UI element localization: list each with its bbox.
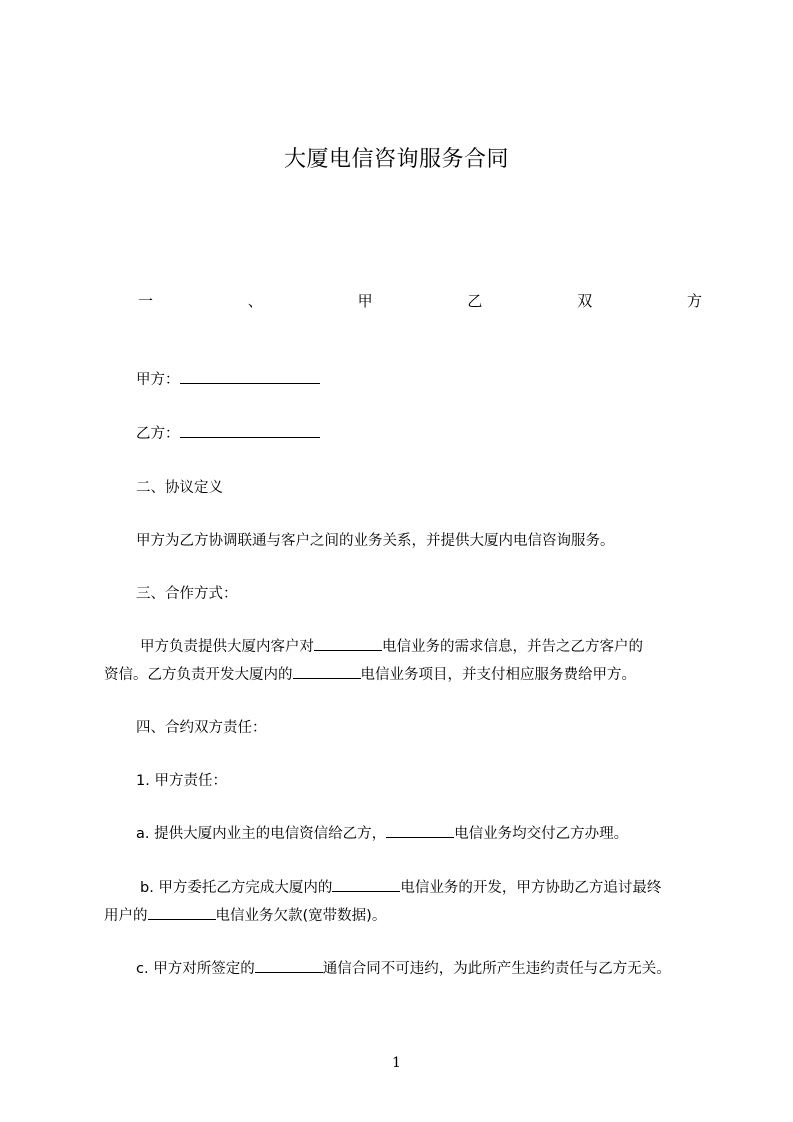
fill-blank[interactable]: [148, 905, 216, 920]
party-a-blank[interactable]: [180, 369, 320, 384]
item-b-text: 用户的: [104, 908, 148, 924]
item-a-text: 电信业务均交付乙方办理。: [454, 826, 629, 842]
item-b-text: b. 甲方委托乙方完成大厦内的: [140, 880, 333, 896]
section1-char: 甲: [357, 292, 373, 310]
item1-heading: 1. 甲方责任：: [136, 773, 227, 789]
party-a-line: [136, 366, 320, 394]
section2-text: 甲方为乙方协调联通与客户之间的业务关系，并提供大厦内电信咨询服务。: [136, 533, 615, 549]
page-number: 1: [392, 1055, 401, 1071]
section3-text: 甲方负责提供大厦内客户对: [140, 639, 314, 655]
item-a-text: a. 提供大厦内业主的电信资信给乙方，: [136, 826, 387, 842]
item-b-line-2: [104, 902, 708, 930]
item-b: [104, 874, 708, 930]
section3-heading: 三、合作方式：: [136, 586, 238, 602]
document-title: 大厦电信咨询服务合同: [283, 147, 509, 172]
fill-blank[interactable]: [314, 636, 382, 651]
item-b-line-1: [104, 874, 708, 902]
party-b-label: 乙方：: [136, 426, 180, 442]
item-c-text: 通信合同不可违约，为此所产生违约责任与乙方无关。: [322, 961, 671, 977]
item-b-text: 电信业务的开发，甲方协助乙方追讨最终: [400, 880, 662, 896]
party-a-label: 甲方：: [136, 372, 180, 388]
fill-blank[interactable]: [255, 958, 323, 973]
section3-line-2: [104, 661, 708, 689]
section1-heading: [138, 290, 702, 311]
party-b-blank[interactable]: [180, 423, 320, 438]
section3-text: 资信。乙方负责开发大厦内的: [104, 667, 293, 683]
section3-line-1: [104, 633, 708, 661]
section1-char: 一: [138, 292, 154, 310]
section1-char: 乙: [467, 292, 483, 310]
section1-char: 、: [247, 292, 263, 310]
section3-paragraph: [104, 633, 708, 689]
party-b-line: [136, 420, 320, 448]
item-c-text: c. 甲方对所签定的: [136, 961, 255, 977]
item-b-text: 电信业务欠款(宽带数据)。: [215, 908, 387, 924]
item-a: [136, 820, 628, 848]
section3-text: 电信业务项目，并支付相应服务费给甲方。: [360, 667, 636, 683]
fill-blank[interactable]: [332, 877, 400, 892]
section4-heading: 四、合约双方责任：: [136, 720, 267, 736]
item-c: [136, 955, 671, 983]
section1-char: 方: [686, 292, 702, 310]
section3-text: 电信业务的需求信息，并告之乙方客户的: [382, 639, 643, 655]
section2-heading: 二、协议定义: [136, 480, 223, 496]
section1-char: 双: [577, 292, 593, 310]
fill-blank[interactable]: [293, 664, 361, 679]
fill-blank[interactable]: [386, 823, 454, 838]
